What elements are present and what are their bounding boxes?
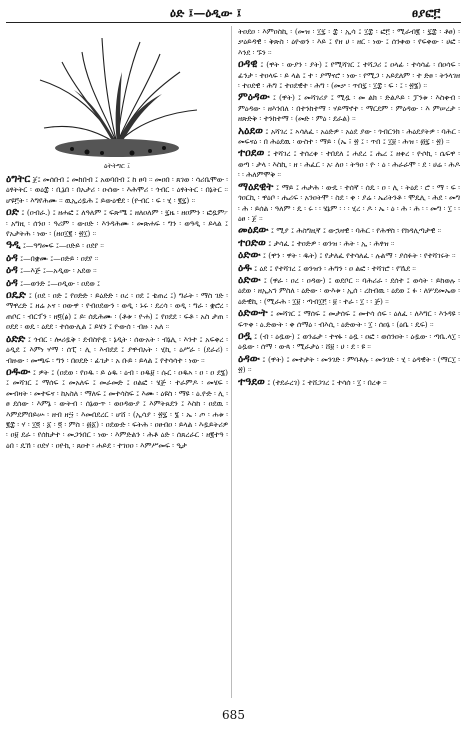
header-rule [6, 22, 461, 23]
dictionary-entry [238, 377, 460, 388]
entry-text: ፤ አሻገረ ፤ ኣሳለፈ ፡ አዕድዎ ፡ አዕደ ያው ፡ ጎብርንክ ፡ ሕዕደያትዎ ፡ ባሕር ፡ መፍናዕ ፡ በ ሕዕደዉ ፡ ውስተ ፡ ማይ ፡ (ኤ ፣ ፳ ፤ ፡ ጥበ ፤ ፲፱ ፡ ሕዝ ፡ ፴፯ ፡ ፳) ። [238, 126, 460, 147]
dictionary-entry [238, 275, 460, 307]
page-number: 685 [222, 708, 245, 722]
entry-text: ፤ (ዋራ ፡ ዐረ ፡ ዐዳው) ፤ ወደቦር ። ባሕሪራ ፡ ደሰተ ፤ ወሳት ፡ ይከወሉ ፡ ዕደወ ፡ ዘኢአኀ ምስለ ፡ ዕድው ፡ ውእቱ ፡ ኢሰ ፡ ረከብዉ ፡ ዕደወ ፤ ፉ ፡ ለሦደመኤወ ፡ ዕድዊኪ ፡ (ሚራሕ ፡ ፲፱ ፡ ጣብ፲፫ ፡ ፱ ፡ ተራ ፡ ፲ ፡ ፡ ጅ) ። [238, 275, 460, 306]
dictionary-entry [6, 290, 228, 333]
entry-text: ፤ ማይ ፤ ሐታሕ ፡ ውዴ ፡ ተሰኛ ፡ ሰዴ ፡ ዐ ፡ ሊ ፡ ትዕደ ፡ ሮ ፡ ማ ፡ ፍ ፡ ጎዐርኪ ፡ ዋዕቦ ፡ ሔሪፍ ፡ አንዐትሞ ፡ ስደ ፡ ቀ ፡ ያሬ ፡ ኤሪትንቶ ፡ ሞዴሊ ፡ ሕደ ፡ መግ ፡ ሕ ፡ ይሰል ፡ ዓለም ፡ ዴ ፡ ሩ ፡ ፡ ሄኔም ፡ ፡ ፡ ሂረ ፡ ዶ ፡ ኤ ፡ ዕ ፡ ሕ ፡ ሕ ፡ ፡ መግ ፡ ፲ ፡ ፡ ዕፀ ፡ ጀ ። [238, 182, 460, 223]
entry-text: ፤ ጎብር ፡ ሎሪዷቅ ፡ ደብስዮዬ ፡ ኔዲት ፡ ሰውአት ፡ ብኔሊ ፡ እንተ ፤ አፍቀረ ፡ ዕዲደ ፤ እምነ ሃማ ፡ ሰፒ ፡ ሊ ፡ እብደደ ፤ ያዋብአት ፡ ሂኪ ፡ ዕሥራ ፡ (ደራሪ) ፡ ብዙው ፡ መጫፍ ፡ ግን ፡ በዐደድ ፡ ፊገታ ፡ አ ቡይ ፡ ይላል ፤ የተሳሳተ ፡ ነው ። [6, 334, 228, 365]
entry-headword: ዕድድ [6, 332, 26, 345]
entry-text: ፤ (ዋት) ፤ መተታት ፡ መንገድ ፡ ምባቶሉ ፡ መንገድ ፡ ሂ ፡ ዕዳዊት ፡ (ማር፲ ፡ ፳) ። [238, 354, 460, 375]
entry-text: ፤ (ብ ፡ ዕዷው) ፤ ወንሬታ ፡ ተናፋ ፡ ዕዷ ፡ ዐፎ ፡ ወሰንዐት ፡ ዕዷው ፡ ጣቤ.ላ፲ ፡ ዕዷው ፡ ሰማ ፡ ውጳ ፡ ሚራታዕ ፡ ሸ፱ ፡ ሀ ፡ ደ ፡ ዩ ። [238, 331, 460, 352]
running-header-entry-range: ዕድ ፤—ዕዲው ፤ [170, 6, 242, 20]
dictionary-entry [238, 238, 460, 249]
dictionary-entry [6, 207, 228, 239]
dictionary-entry [238, 225, 460, 236]
entry-text: ፤ ታሳፈ ፤ ተዐድዎ ፡ ወንዝ ፡ ሕት ፡ ኢ ፡ ሕፃዝ ። [268, 238, 395, 248]
entry-headword: ዕዳ [6, 251, 18, 264]
illustration-caption: ዕትትግር ፤ [104, 162, 130, 170]
dictionary-entry [6, 240, 228, 251]
dictionary-entry [238, 308, 460, 330]
dictionary-entry [238, 59, 460, 91]
entry-headword: ምዕዳው [238, 91, 270, 104]
entry-headword: ዕድው [238, 273, 261, 286]
dictionary-entry [238, 26, 460, 58]
entry-headword: አዕደወ [238, 124, 263, 137]
entry-headword: ዐድ [6, 206, 19, 219]
entry-headword: ዕዱ [238, 261, 252, 274]
dictionary-entry [6, 367, 228, 451]
dictionary-entry [238, 250, 460, 261]
dictionary-entry [238, 354, 460, 376]
entry-headword: ዐዷ [238, 329, 252, 342]
entry-text: ፤ (ዐብራ.) ፤ ዘሐፎ ፤ ለዓለም ፤ ፍጽሜ ፤ ዘለዐለም ፡ ፯ዜ ፡ ዘዐምን ፡ ፎዷም፦ ፡ አግዚ ፡ ሰንዐ ፡ ዓሪም ፡ ውዐድ ፡ እንዳሕሙ ፡ መጽሐፍ ፡ ግን ፡ ወዓዲ ፡ ይላል ፤ የአታትሕ ፡ ነው ፡ (ዘዐ፲፪ ፡ ፳፲) ። [6, 208, 228, 239]
entry-text: ፤—እጅ ፤—አዲው ፡ አደወ ። [20, 266, 97, 276]
dictionary-entry [6, 174, 228, 206]
entry-headword: ተዐደወ [238, 147, 265, 160]
dictionary-entry [6, 265, 228, 276]
right-column [238, 26, 460, 698]
running-header-section-letter: ፀያፎ፫ [412, 6, 441, 20]
entry-headword: ተዓደወ [238, 375, 265, 388]
entry-headword: ተዐድወ [238, 236, 266, 249]
dictionary-entry [6, 334, 228, 366]
entry-headword: ዐዱው [6, 365, 31, 378]
entry-text: ፤—ወንድ ፤—ዐዲው ፡ ዐደወ ፤ [20, 278, 101, 288]
entry-text: ፤ ሚያ ፤ ሕስግዚኛ ፤ ውኋዛዊ ፡ ባሕር ፡ የሕዋስ ፡ የክዳሊጣታዊ ። [270, 226, 442, 236]
dictionary-entry [238, 92, 460, 124]
entry-headword: ዕዳ [6, 264, 18, 277]
entry-text: ፤ ዕደ ፤ የተሻገረ ፤ ወንዝን ፡ ሕግን ፡ ዐ ልፎ ፡ ተሻገሮ ፡ የኼደ ። [254, 263, 416, 273]
entry-text: ፤ ተሻገረ ፤ ተሰረቀ ፡ ተበደለ ፤ ሐደረ ፤ ሔረ ፤ ዘቀረ ፡ ዮሶኪ ፡ ሴፍዋ ፡ ወጣ ፡ ታላ ፡ እስኪ ፡ ዘ ፡ ሕፈር ፡ አ፡ ለዐ ፡ ትዓዐ ፡ ዮ ፡ ዕ ፡ ሕራራሞ ፡ ደ ፡ ሀሬ ፡ ሕዶ ፡ ፡ ሕለምሞቅ ። [238, 149, 460, 180]
dictionary-entry [238, 263, 460, 274]
dictionary-entry [238, 182, 460, 225]
dictionary-entry [6, 253, 228, 264]
entry-headword: ዕድው [238, 249, 261, 262]
entry-text: ፤ መሻገር ፤ ማሰፍ ፤ መታሰፍ ፤ መተሳ ሰፍ ፡ ዕለፈ ፡ ለእግር ፡ እንዳዩ ፡ ፍጥቀ ፡ ዕ.ድውት ፡ ቀ ሰማዕ ፡ ብእሲ ፡ ዕድውት ፡ ፲ ፡ ሰዐኔ ፡ (ዕቤ ፡ ዴፍ) ። [238, 309, 460, 329]
entry-text: ፤ (ዋት) ፤ መሻገሪያ ፤ ሚዷ ፡ መ ልክ ፡ ድልዶይ ፡ ፓንቱ ፡ እስቀብ ፡ ምዕዳው ፡ ዘእንበለ ፡ በተንከተማ ፡ ሃይማኖተ ፡ ማርደም ፡ ምዕዳው ፡ እ ምሠረታ ፡ ዘጽድቅ ፡ ተንከተማ ፡ (መድ ፡ ምዕ ፡ ደራል) ። [238, 93, 460, 124]
plant-illustration [32, 32, 202, 160]
dictionary-entry [238, 148, 460, 180]
dictionary-entry [238, 331, 460, 353]
left-column [6, 26, 228, 698]
entry-text: ፤—ዓግመፍ ፤—ዐድይ ፡ ዐደየ ። [22, 241, 104, 251]
column-separator [231, 26, 232, 698]
entry-text: ፤ (ዋን ፡ ዋት ፡ ዱት) ፤ የታለፈ የተሳለፈ ፡ ሉልማ ፡ ያሰፉት ፡ የተሻገሩት ። [262, 251, 456, 261]
dictionary-entry [6, 278, 228, 289]
entry-text: ፤ ዎት ፤ (ዐደወ ፡ የዐዱ ፡ ይ ዕዱ ፡ ዕብ ፡ ዐዱ፱ ፡ ሱር ፡ ዐዱኣ ፡ ዐ ፡ ዐ ደ፮) ፤ መሻገር ፤ ማሰፍ ፤ መአለፍ ፤ መራመድ ፤ ዐልፎ ፡ ሄጅ ፡ ተራምዶ ፡ መሄፍ ፡ መብዛት ፡ መተፍና ፡ ከአስለ ፡ ማለፍ ፤ መተሳስፍ ፤ እሙ ፡ ዕዩስ ፡ ማዩ ፡ ዕ.ዮድ ፡ ሊ ፡ ፀ ደሰው ፡ እምኔ ፡ ውትብ ፡ ሰኔውጥ ፡ ወዐዳውያ ፤ እምትጰደን ፤ እስከ ፡ ዐደዉ ፡ እምደምበይሡ ፡ ዘብ ዘ፵ ፡ እመበደረር ፡ ሆሸ ፡ (ኢሳያ ፡ ፳፯ ፡ ፮ ፡ ኤ ፡ ጦ ፡ ሐቱ ፡ ፪፰ ፡ ሃ ፡ ፲፬ ፡ ፩ ፡ ፬ ፡ ምስ ፡ ፴፩) ፡ ዐደውድ ፡ ፍትሕ ፡ ዐፀብዐ ፡ ይላል ፡ እዷይትሪዎ ፡ ዐ፱ ደራ ፡ የሰክታተ ፡ መጋንበር ፡ ነው ፡ እምድልን ፡ ሕቶ ዕድ ፡ ሰጸረራር ፡ ዘ፪ተዓ ፡ ዕበ ፡ ዴኸ ፡ ዐደሃ ፡ ዐዮኪ ፡ ጸዐተ ፡ ሐይደ ፡ ተገዐዐ ፡ እምሥመፍ ፡ ዒታ [6, 367, 228, 450]
entry-text: ፤ (ዐደ ፡ ዐድ ፤ የዐድድ ፡ ይዕድድ ፡ ዐረ ፡ ዐደ ፤ ቴጠረ ፤) ግራት ፡ ማስ ገድ ፡ ማዋረድ ፤ ዘሬ ኦና ፡ ዐውዋ ፡ የብዐደውን ፡ ወዲ ፡ ኑሩ ፡ ደረሳ ፡ ወዲ ፡ ግራ ፡ ቋሮረ ፡ ጠቦር ፡ ብርፕን ፡ ዘ፬(ፅ) ፤ ይ፡ ሰዴሕሙ ፡ (ቶቱ ፡ ዮሐ) ፤ የዐደደ ፡ ፍቶ ፡ አስ ታጠ ፡ ዐደደ ፡ ወዴ ፡ ዕደደ ፡ ተሰውሊል ፤ ይሄን ፤ ዮውሰ ፡ ብዙ ፡ አለ ። [6, 291, 228, 332]
entry-text: ፤ (ተደራረገ) ፤ ተሸጋገረ ፤ ተሳሰ ፡ ፲ ፡ በረቀ ። [267, 377, 387, 387]
entry-headword: ማዕደዊት [238, 180, 274, 193]
entry-headword: ዕግትር [6, 173, 31, 185]
entry-headword: ዕዳው [238, 352, 260, 365]
entry-headword: ዐዴድ [6, 289, 26, 302]
dictionary-entry [238, 126, 460, 148]
entry-text: ጀ፤ መሰበብ ፤ መከበብ ፤ አወባበብ ፤ ከ ፀባ ። መዐበ ፡ ጸገወ ፡ ሳሪቤሞው ፡ ዕፃትትር ፡ ወዕ፰ ፡ ቢኔበ ፡ በአታሪ ፡ ዑሰው ፡ እሕሞሪ ፡ ጎብር ፡ ዕፃትትር ፡ በኔትር ። ሆዩ፫ት ፡ እግየሕሙ ። ዉኢረዷሕ ፤ ይውዕዊደ ፡ (ዮብር ፡ ፍ ፡ ሂ ፡ ፪፯) ። [6, 175, 228, 205]
entry-headword: ዕድውት [238, 307, 268, 320]
plant-drawing [32, 32, 202, 160]
entry-headword: ዐዳዊ [238, 58, 258, 71]
entry-headword: ዓዲ [6, 239, 21, 252]
entry-headword: ዕዳ [6, 276, 18, 289]
entry-headword: መዕደው [238, 224, 269, 237]
entry-text: ትዐደዐ ፡ እምዐስኪ ፡ (መዝ ፡ ፲፯ ፡ ፰ ፡ ኢሳ ፤ ፲፰ ፡ ፎ፫ ፡ ሚራብ፪ ፡ ፯፰ ፡ ቶፀ) ፡ ቃዕይዳዊ ፡ ቅጽስ ፡ ዕዮወን ፡ እይ ፤ የዘ ሀ ፡ ዘር ፡ ነው ፤ ሰንቀወ ፡ የፍቀው ፡ ሀፎ ፡ እንደ ፡ ኙን ። [238, 27, 460, 57]
entry-text: ፤ (ዋት ፡ ውያን ፡ ያት) ፤ የሚሻገር ፤ ተሻጋሪ ፤ ዐላፊ ፡ ተሳሳፊ ፡ በዐሳፍ ፡ ፊንታ ፡ ተዐላፍ ፡ ይ ላል ፤ ተ ፡ ያማናሮ ፡ ነው ፡ የሚጋ ፡ አይደለም ፡ ተ ድፀ ፡ ትንላገዘ ፡ ተዐደዊ ፡ ሕግ ፤ ተዐደዊተ ፡ ሕግ ፡ (መቃ ፡ ጥበ፯ ፡ ፲፰ ፡ ፍ ፡ ፤ ፡ ፳፮) ። [238, 60, 460, 91]
entry-text: ፤—በቋሙ ፤—ዐድይ ፡ ዐደየ ። [20, 253, 99, 263]
